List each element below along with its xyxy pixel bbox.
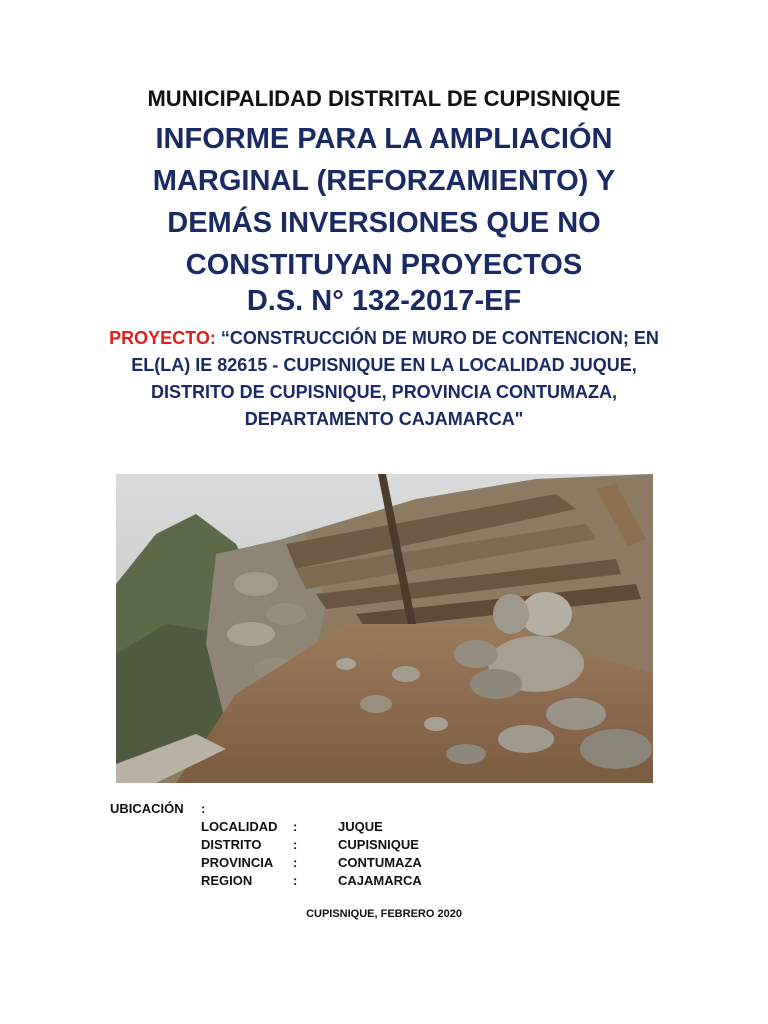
localidad-label: LOCALIDAD: [201, 819, 278, 834]
place-date: CUPISNIQUE, FEBRERO 2020: [306, 908, 462, 920]
title-line: DEMÁS INVERSIONES QUE NO: [167, 207, 601, 239]
title-line: CONSTITUYAN PROYECTOS: [185, 249, 583, 281]
localidad-value: JUQUE: [338, 819, 383, 834]
distrito-value: CUPISNIQUE: [338, 837, 419, 852]
provincia-colon: :: [293, 855, 298, 870]
title-line: MARGINAL (REFORZAMIENTO) Y: [152, 165, 616, 197]
localidad-colon: :: [293, 819, 298, 834]
decree-number: D.S. N° 132-2017-EF: [246, 285, 522, 317]
provincia-label: PROVINCIA: [201, 855, 274, 870]
site-photo: [116, 474, 653, 783]
location-heading: UBICACIÓN: [110, 801, 184, 816]
region-value: CAJAMARCA: [338, 873, 422, 888]
project-description: [100, 325, 668, 433]
distrito-label: DISTRITO: [201, 837, 262, 852]
title-line: INFORME PARA LA AMPLIACIÓN: [155, 123, 613, 155]
report-title: [0, 118, 768, 286]
region-label: REGION: [201, 873, 253, 888]
region-colon: :: [293, 873, 298, 888]
provincia-value: CONTUMAZA: [338, 855, 422, 870]
location-heading-colon: :: [201, 801, 206, 816]
project-text: “CONSTRUCCIÓN DE MURO DE CONTENCION; EN EL(LA) IE 82615 - CUPISNIQUE EN LA LOCALIDAD JUQUE, DISTRITO DE CUPISNIQUE, PROVINCIA CONTUMAZA, DEPARTAMENTO CAJAMARCA": [131, 328, 659, 429]
municipality-name: MUNICIPALIDAD DISTRITAL DE CUPISNIQUE: [147, 86, 621, 111]
distrito-colon: :: [293, 837, 298, 852]
project-label: PROYECTO:: [109, 328, 216, 348]
